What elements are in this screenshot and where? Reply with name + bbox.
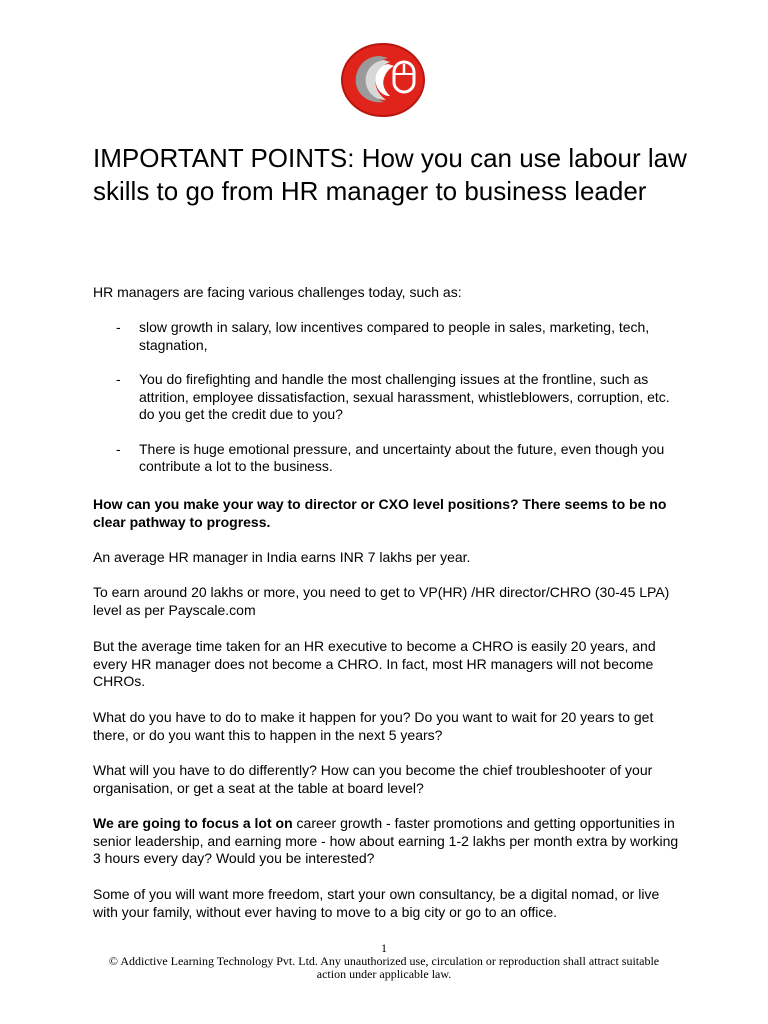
earn-paragraph: To earn around 20 lakhs or more, you need to get to VP(HR) /HR director/CHRO (30-45 LPA) level as per Payscale.com: [93, 584, 670, 618]
bullet-marker: -: [116, 371, 121, 387]
company-logo: [340, 42, 426, 118]
list-item: [93, 319, 681, 354]
intro-paragraph: HR managers are facing various challenges today, such as:: [93, 284, 462, 300]
time-paragraph: But the average time taken for an HR executive to become a CHRO is easily 20 years, and every HR manager does not become a CHRO. In fact, most HR managers will not become CHROs.: [93, 638, 656, 689]
list-item-text: You do firefighting and handle the most challenging issues at the frontline, such as attrition, employee dissatisfaction, sexual harassment, whistleblowers, corruption, etc. do you get the credit due to you?: [139, 371, 670, 422]
focus-bold-lead: We are going to focus a lot on: [93, 815, 293, 831]
salary-paragraph: An average HR manager in India earns INR 7 lakhs per year.: [93, 549, 471, 565]
challenges-list: [93, 319, 681, 476]
question-heading: How can you make your way to director or CXO level positions? There seems to be no clear pathway to progress.: [93, 496, 667, 530]
focus-rest-text: career growth - faster promotions and getting opportunities in senior leadership, and earning more - how about earning 1-2 lakhs per month extra by working 3 hours every day? Would you be interested?: [93, 815, 679, 866]
focus-paragraph: [93, 815, 681, 868]
wait-paragraph: What do you have to do to make it happen for you? Do you want to wait for 20 years to get there, or do you want this to happen in the next 5 years?: [93, 709, 654, 743]
logo-icon: [340, 42, 426, 118]
list-item: [93, 441, 681, 476]
page-title: IMPORTANT POINTS: How you can use labour law skills to go from HR manager to business leader: [93, 143, 687, 206]
bullet-marker: -: [116, 440, 121, 457]
differently-paragraph: What will you have to do differently? How can you become the chief troubleshooter of your organisation, or get a seat at the table at board level?: [93, 762, 653, 796]
copyright-notice: © Addictive Learning Technology Pvt. Ltd. Any unauthorized use, circulation or reproduction shall attract suitable action under applicable law.: [108, 954, 660, 981]
list-item-text: There is huge emotional pressure, and uncertainty about the future, even though you contribute a lot to the business.: [139, 440, 665, 474]
list-item: [93, 371, 681, 424]
list-item-text: slow growth in salary, low incentives compared to people in sales, marketing, tech, stagnation,: [139, 319, 650, 353]
page-number: 1: [381, 941, 387, 955]
bullet-marker: -: [116, 319, 121, 335]
freedom-paragraph: Some of you will want more freedom, start your own consultancy, be a digital nomad, or live with your family, without ever having to move to a big city or go to an office.: [93, 886, 660, 920]
